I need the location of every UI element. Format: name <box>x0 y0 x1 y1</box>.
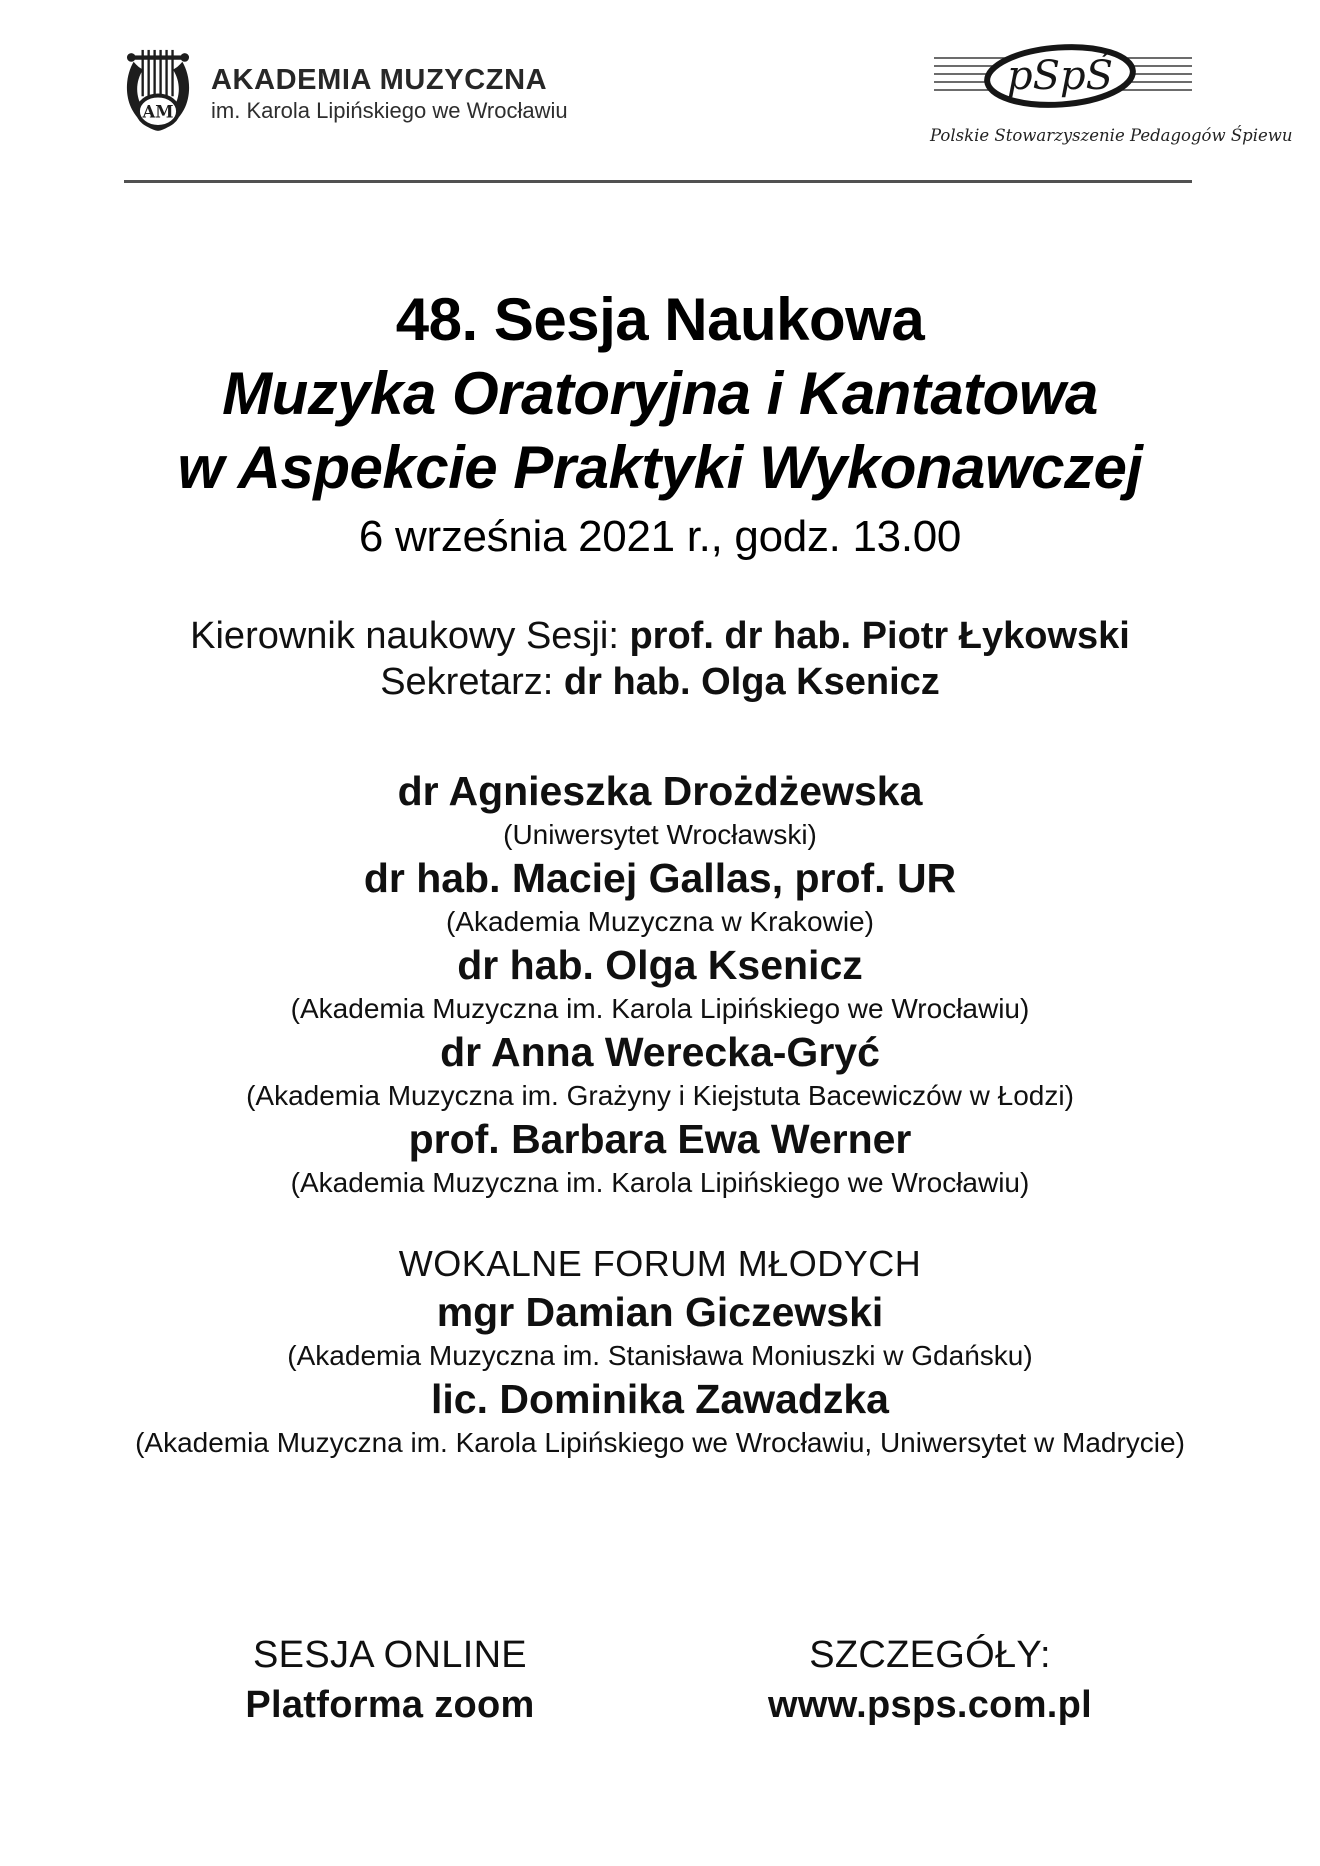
akademia-muzyczna-logo-text <box>211 46 568 124</box>
speaker-entry <box>0 767 1320 854</box>
website-url[interactable]: www.psps.com.pl <box>767 1684 1093 1726</box>
speaker-affiliation: (Akademia Muzyczna im. Karola Lipińskiego we Wrocławiu, Uniwersytet w Madrycie) <box>135 1427 1185 1458</box>
forum-section-heading: WOKALNE FORUM MŁODYCH <box>398 1243 922 1284</box>
organizers <box>0 613 1320 705</box>
speaker-name: mgr Damian Giczewski <box>436 1289 884 1335</box>
footer-session-online <box>120 1630 660 1730</box>
speaker-affiliation: (Akademia Muzyczna im. Karola Lipińskiego we Wrocławiu) <box>290 993 1030 1024</box>
speaker-entry <box>0 1115 1320 1202</box>
organizer-name: prof. dr hab. Piotr Łykowski <box>629 615 1130 657</box>
speakers-list <box>0 767 1320 1202</box>
logo-subtitle: im. Karola Lipińskiego we Wrocławiu <box>211 98 568 123</box>
session-number-title: 48. Sesja Naukowa <box>395 286 925 353</box>
footer-details <box>660 1630 1200 1730</box>
session-online-label: SESJA ONLINE <box>253 1634 527 1676</box>
header <box>0 0 1320 180</box>
psps-monogram: pSpŚ <box>1006 53 1114 99</box>
platform-label: Platforma zoom <box>245 1684 535 1726</box>
speaker-entry <box>0 1288 1320 1375</box>
title-block <box>0 283 1320 569</box>
forum-speakers-list <box>0 1288 1320 1462</box>
lyre-monogram: AM <box>142 102 174 122</box>
logo-title: AKADEMIA MUZYCZNA <box>211 64 548 96</box>
organizer-role: Kierownik naukowy Sesji: <box>190 615 619 657</box>
session-title-line2: w Aspekcie Praktyki Wykonawczej <box>177 434 1143 501</box>
organizer-line-director <box>0 613 1320 659</box>
psps-caption: Polskie Stowarzyszenie Pedagogów Śpiewu <box>930 126 1293 145</box>
speaker-entry <box>0 1375 1320 1462</box>
speaker-name: dr Agnieszka Drożdżewska <box>397 768 923 814</box>
music-staff-icon <box>932 44 1194 124</box>
organizer-role: Sekretarz: <box>380 661 554 703</box>
speaker-name: dr hab. Maciej Gallas, prof. UR <box>363 855 957 901</box>
session-datetime: 6 września 2021 r., godz. 13.00 <box>358 512 962 561</box>
organizer-line-secretary <box>0 659 1320 705</box>
session-title-line1: Muzyka Oratoryjna i Kantatowa <box>222 360 1098 427</box>
header-divider <box>124 180 1192 183</box>
speaker-name: lic. Dominika Zawadzka <box>431 1376 889 1422</box>
psps-logo <box>930 44 1293 145</box>
speaker-affiliation: (Akademia Muzyczna im. Stanisława Moniuszki w Gdańsku) <box>287 1340 1033 1371</box>
speaker-affiliation: (Akademia Muzyczna im. Grażyny i Kiejstuta Bacewiczów w Łodzi) <box>246 1080 1074 1111</box>
speaker-affiliation: (Uniwersytet Wrocławski) <box>503 819 817 850</box>
speaker-name: prof. Barbara Ewa Werner <box>408 1116 912 1162</box>
speaker-affiliation: (Akademia Muzyczna im. Karola Lipińskiego we Wrocławiu) <box>290 1167 1030 1198</box>
speaker-affiliation: (Akademia Muzyczna w Krakowie) <box>446 906 874 937</box>
akademia-muzyczna-logo <box>122 46 568 134</box>
speaker-entry <box>0 1028 1320 1115</box>
lyre-icon <box>122 46 194 134</box>
organizer-name: dr hab. Olga Ksenicz <box>563 661 940 703</box>
speaker-entry <box>0 941 1320 1028</box>
details-label: SZCZEGÓŁY: <box>809 1634 1051 1676</box>
footer <box>120 1630 1200 1730</box>
speaker-name: dr Anna Werecka-Gryć <box>440 1029 880 1075</box>
speaker-name: dr hab. Olga Ksenicz <box>457 942 863 988</box>
speaker-entry <box>0 854 1320 941</box>
